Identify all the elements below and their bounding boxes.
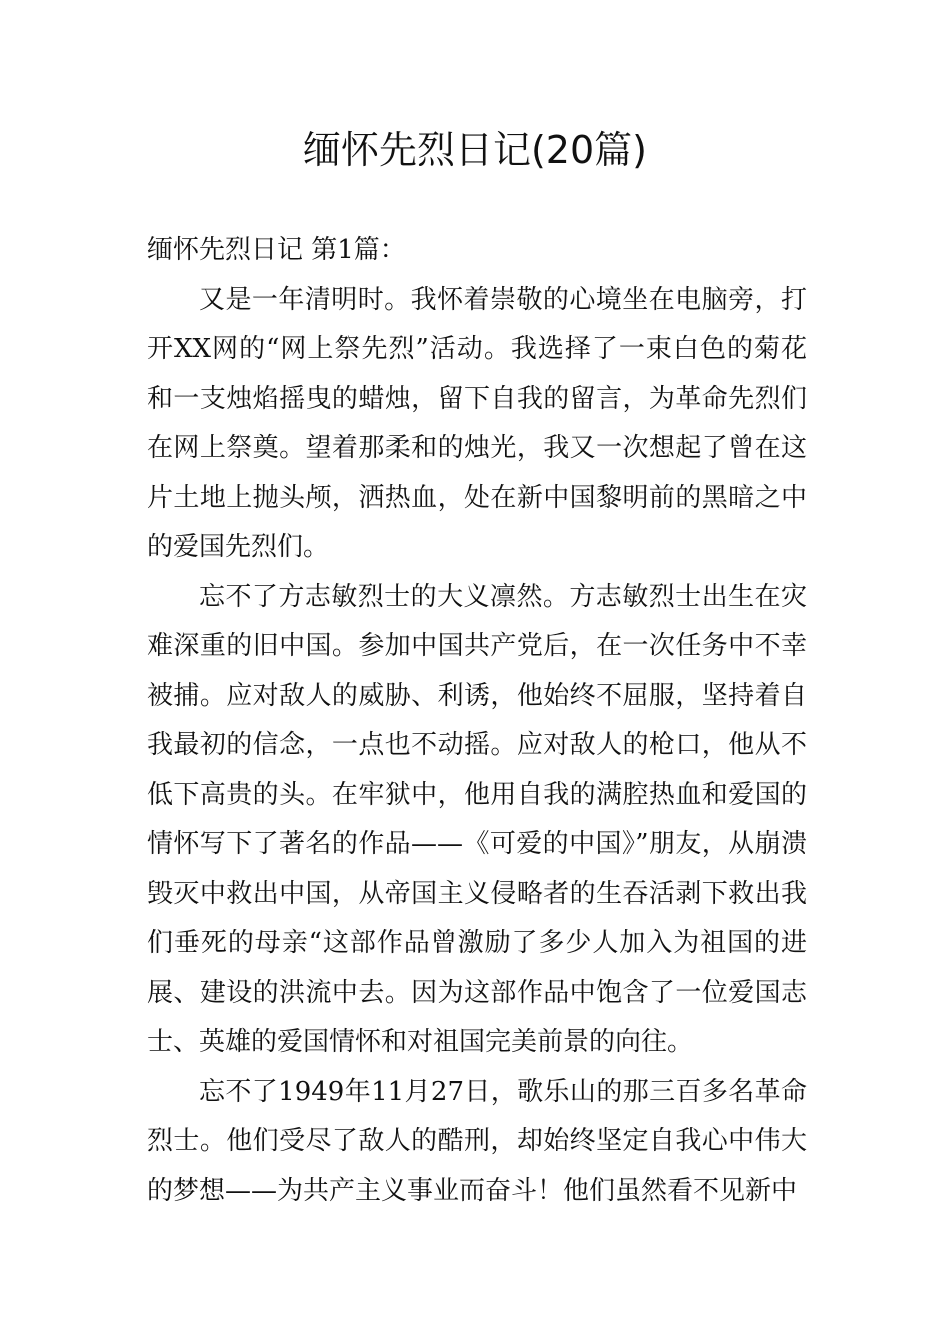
document-title: 缅怀先烈日记(20篇) (302, 128, 647, 172)
paragraph-1: 又是一年清明时。我怀着崇敬的心境坐在电脑旁，打开XX网的“网上祭先烈”活动。我选择了一束白色的菊花和一支烛焰摇曳的蜡烛，留下自我的留言，为革命先烈们在网上祭奠。望着那柔和的烛光，我又一次想起了曾在这片土地上抛头颅，洒热血，处在新中国黎明前的黑暗之中的爱国先烈们。 (147, 284, 807, 562)
paragraph-2: 忘不了方志敏烈士的大义凛然。方志敏烈士出生在灾难深重的旧中国。参加中国共产党后，在一次任务中不幸被捕。应对敌人的威胁、利诱，他始终不屈服，坚持着自我最初的信念，一点也不动摇。应对敌人的枪口，他从不低下高贵的头。在牢狱中，他用自我的满腔热血和爱国的情怀写下了著名的作品——《可爱的中国》”朋友，从崩溃毁灭中救出中国，从帝国主义侵略者的生吞活剥下救出我们垂死的母亲“这部作品曾激励了多少人加入为祖国的进展、建设的洪流中去。因为这部作品中饱含了一位爱国志士、英雄的爱国情怀和对祖国完美前景的向往。 (147, 581, 807, 1057)
section-heading: 缅怀先烈日记 第1篇： (147, 235, 406, 265)
document-body (147, 226, 807, 1216)
paragraph-3: 忘不了1949年11月27日，歌乐山的那三百多名革命烈士。他们受尽了敌人的酷刑，却始终坚定自我心中伟大的梦想——为共产主义事业而奋斗！他们虽然看不见新中 (147, 1076, 807, 1206)
